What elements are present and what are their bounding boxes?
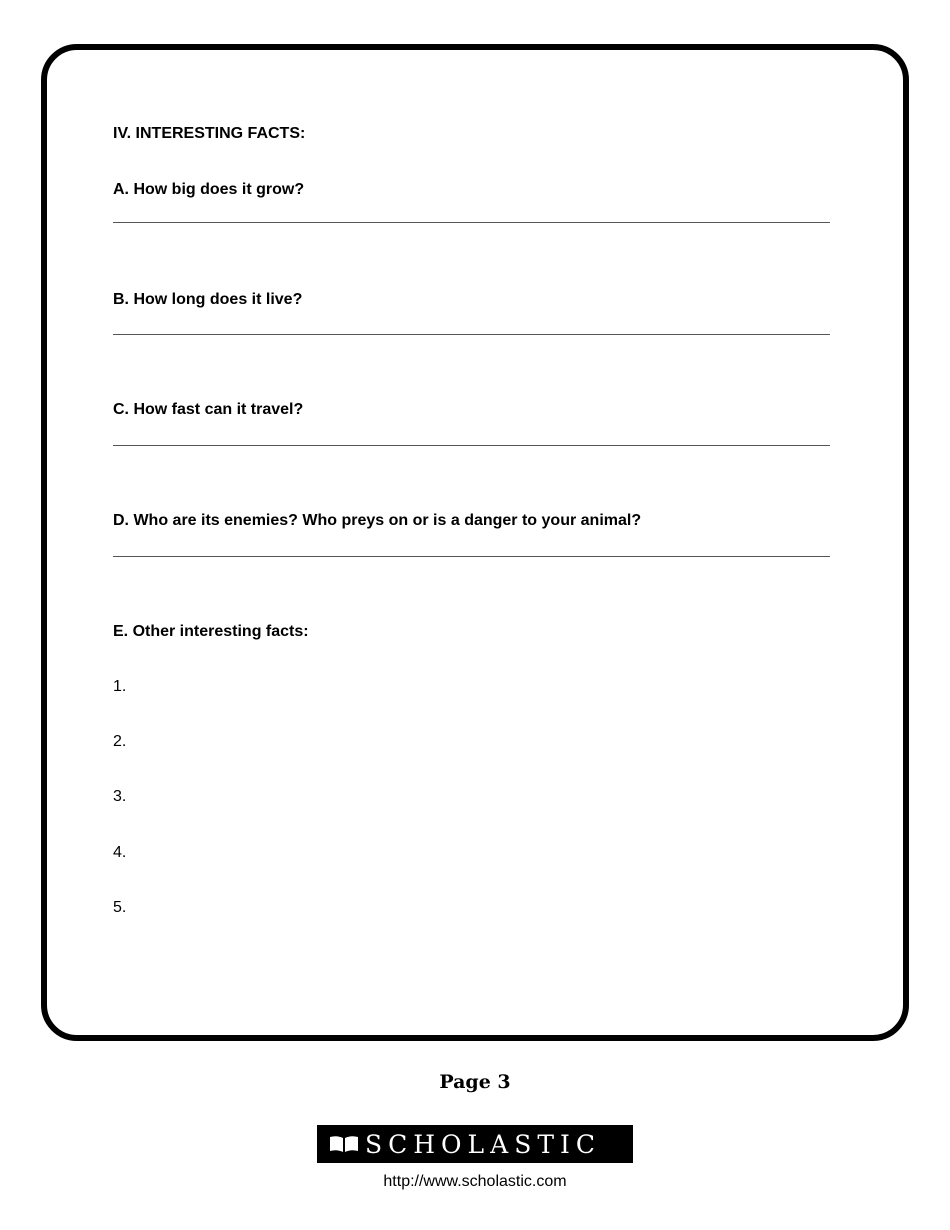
page-number: Page 3 <box>439 1071 511 1093</box>
answer-line-c[interactable] <box>113 445 830 446</box>
answer-line-d[interactable] <box>113 556 830 557</box>
answer-line-b[interactable] <box>113 334 830 335</box>
question-b: B. How long does it live? <box>113 291 303 308</box>
scholastic-logo <box>317 1125 633 1163</box>
fact-item-1: 1. <box>113 678 127 695</box>
question-e: E. Other interesting facts: <box>113 623 309 640</box>
open-book-icon <box>329 1135 359 1153</box>
fact-item-3: 3. <box>113 788 127 805</box>
question-a: A. How big does it grow? <box>113 181 305 198</box>
answer-line-a[interactable] <box>113 222 830 223</box>
logo-wordmark: SCHOLASTIC <box>365 1129 602 1159</box>
question-d: D. Who are its enemies? Who preys on or is a danger to your animal? <box>113 512 642 529</box>
section-title: IV. INTERESTING FACTS: <box>113 125 306 142</box>
website-link[interactable]: http://www.scholastic.com <box>383 1173 567 1190</box>
fact-item-5: 5. <box>113 899 127 916</box>
question-c: C. How fast can it travel? <box>113 401 304 418</box>
fact-item-4: 4. <box>113 844 127 861</box>
fact-item-2: 2. <box>113 733 127 750</box>
